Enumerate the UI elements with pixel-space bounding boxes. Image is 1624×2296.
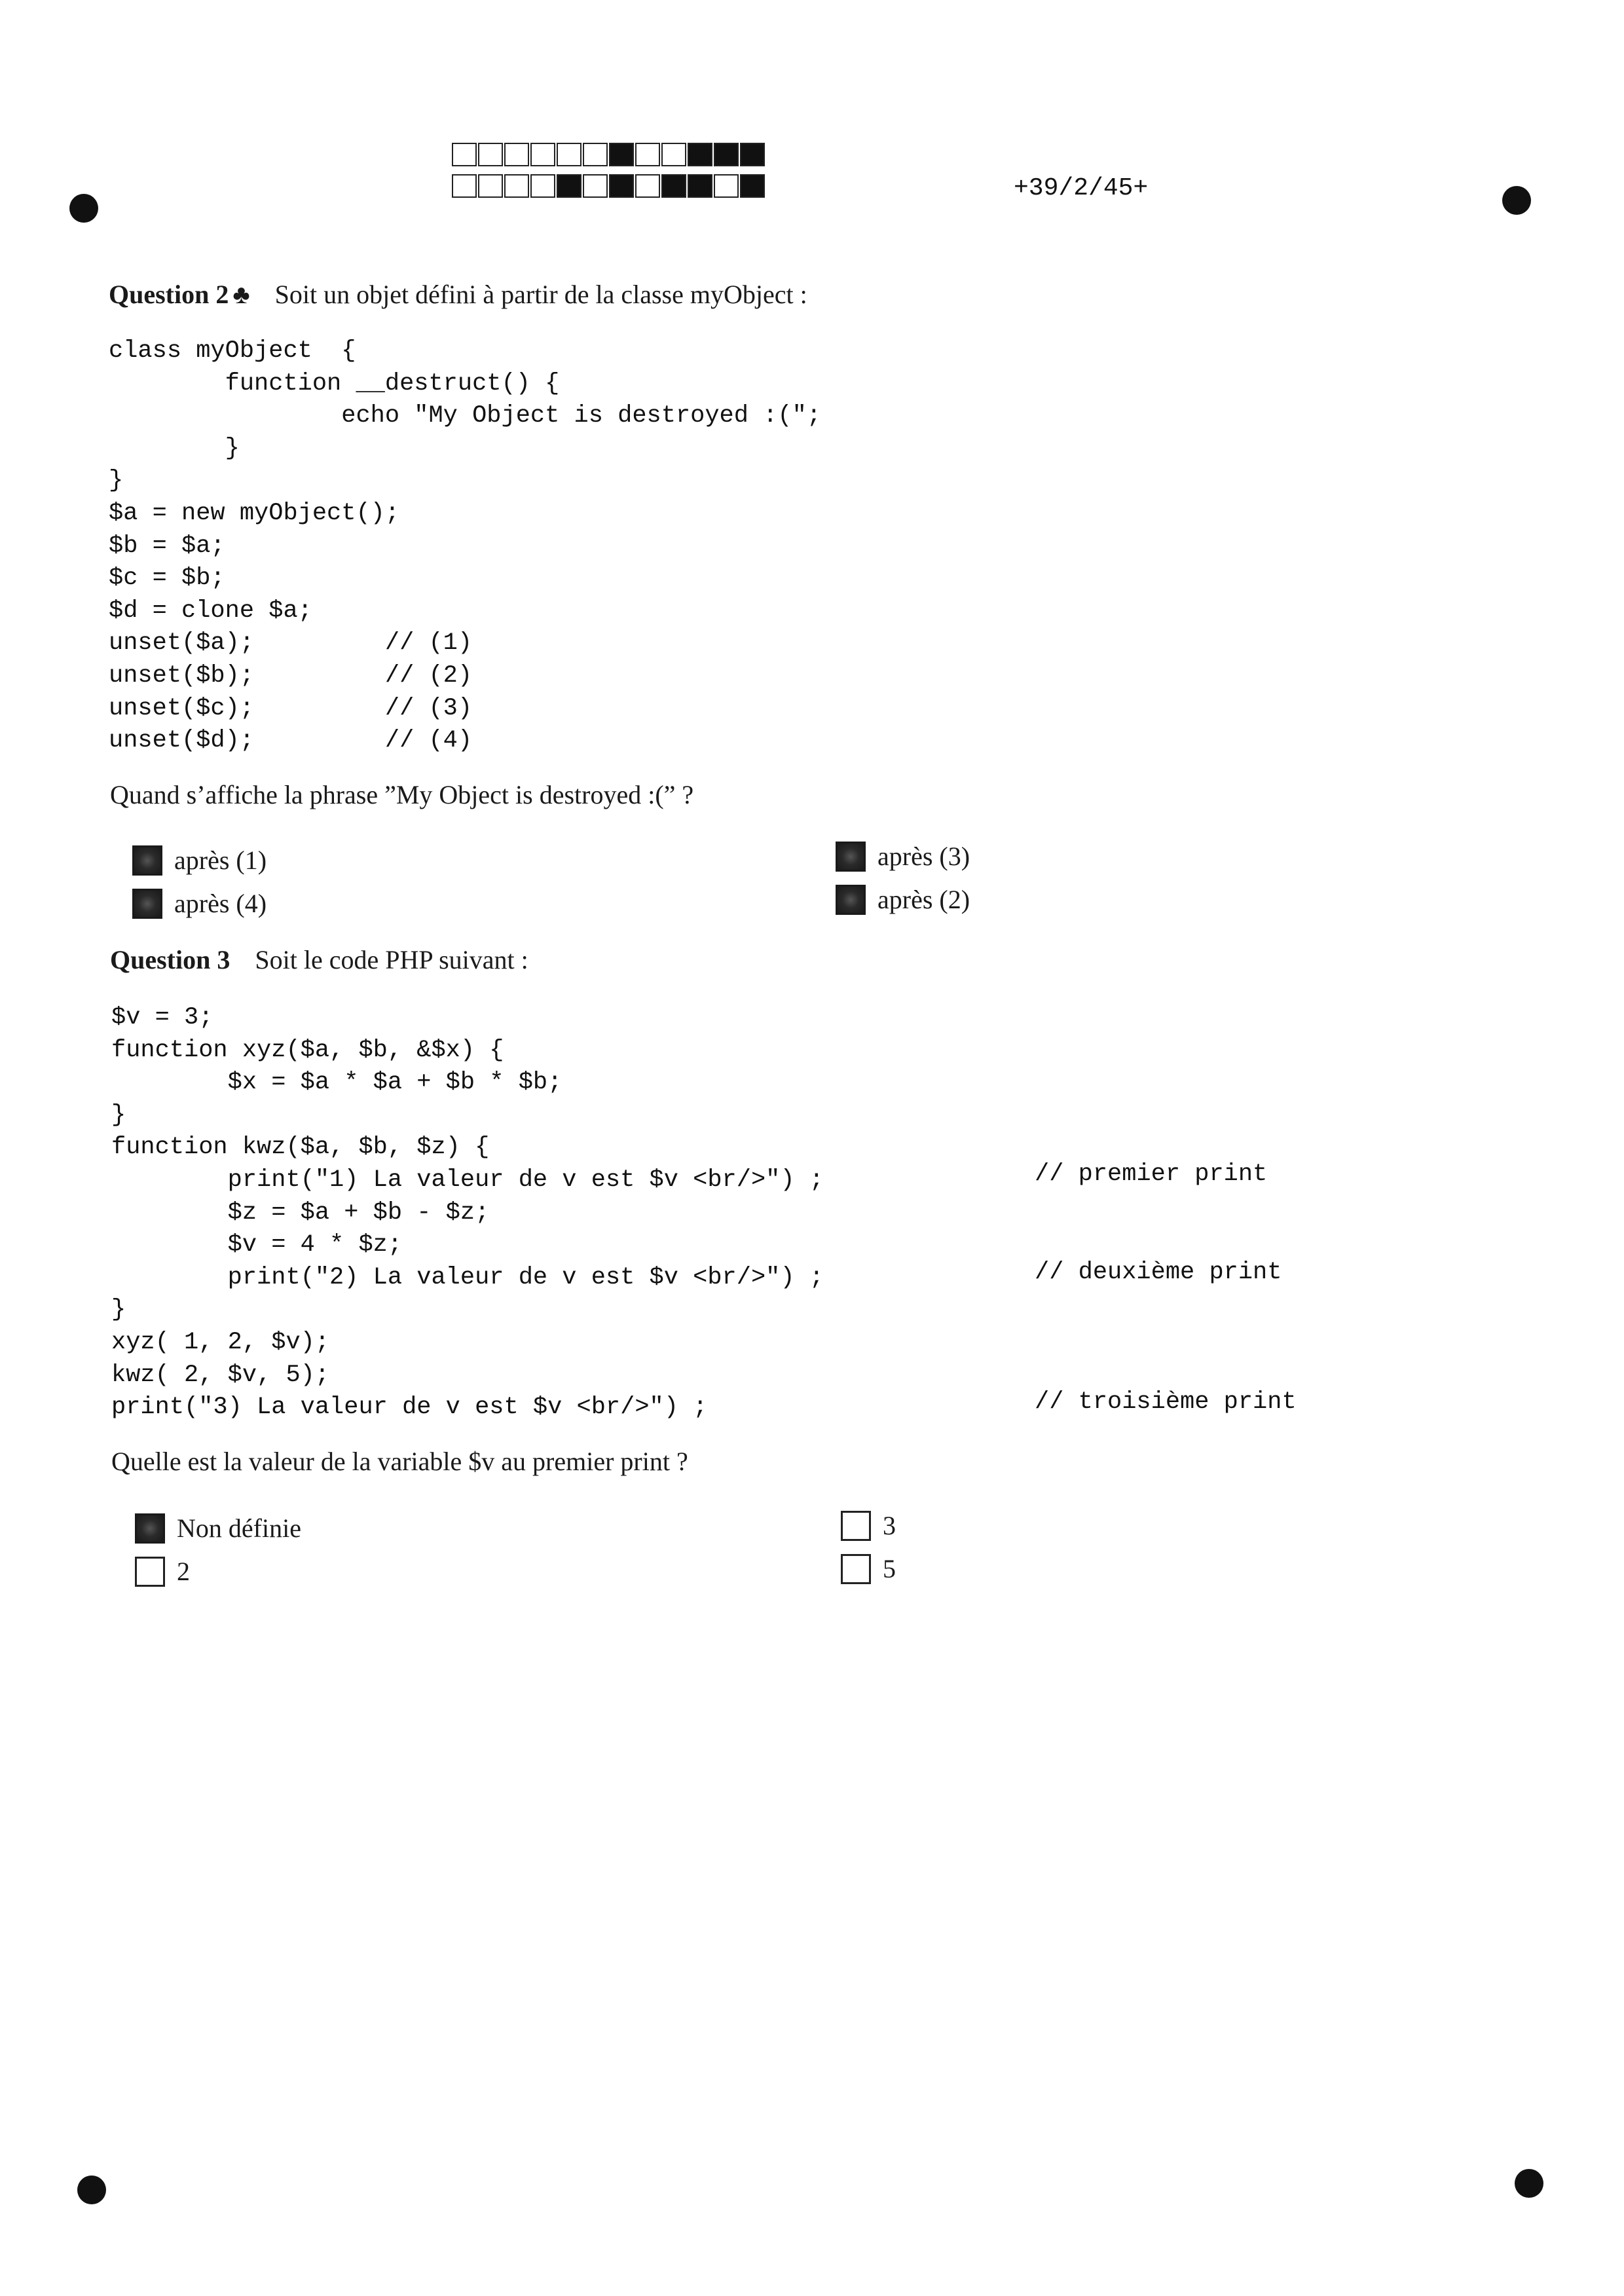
code-cell [530,143,555,166]
choice-label: après (3) [877,842,970,871]
question-3-text: Soit le code PHP suivant : [255,945,528,974]
choice-label: 3 [883,1511,896,1540]
code-cell [714,174,739,198]
q3-choice-1[interactable] [135,1513,301,1544]
q2-choice-2[interactable] [132,888,267,919]
code-cell [557,143,581,166]
checkbox[interactable] [841,1554,871,1584]
code-cell [504,143,529,166]
comment-premier-print: // premier print [1035,1160,1268,1188]
code-cell [478,143,503,166]
code-cell [740,143,765,166]
question-2-text: Soit un objet défini à partir de la classe myObject : [274,280,807,309]
q2-choice-3[interactable] [836,841,970,872]
code-cell [661,143,686,166]
checkbox[interactable] [836,842,866,872]
checkbox[interactable] [135,1557,165,1587]
question-3-prompt: Quelle est la valeur de la variable $v au premier print ? [111,1447,688,1476]
code-cell [583,143,608,166]
code-cell [557,174,581,198]
q2-choice-1[interactable] [132,845,267,876]
code-cell [583,174,608,198]
q2-choice-4[interactable] [836,884,970,915]
question-2-code: class myObject { function __destruct() { echo "My Object is destroyed :("; } } $a = new myObject(); $b = $a; $c = $b; $d = clone $a; unset($a); // (1) unset($b); // (2) unset($c); // (3) unset($d); // (4) [109,337,821,755]
choice-label: Non définie [177,1513,301,1543]
q3-choice-4[interactable] [841,1553,896,1584]
student-code-row-1 [452,143,766,166]
registration-mark-top-left [69,194,98,223]
code-cell [609,174,634,198]
code-cell [478,174,503,198]
choice-label: 2 [177,1557,190,1586]
code-cell [714,143,739,166]
checkbox[interactable] [836,885,866,915]
code-cell [740,174,765,198]
code-cell [452,143,477,166]
question-2-label: Question 2 [109,280,229,309]
question-3-title [110,944,528,975]
checkbox[interactable] [132,889,162,919]
comment-troisieme-print: // troisième print [1035,1388,1297,1416]
code-cell [688,143,712,166]
code-cell [530,174,555,198]
choice-label: 5 [883,1554,896,1583]
question-3-label: Question 3 [110,945,231,974]
club-icon: ♣ [232,280,250,309]
question-2-prompt: Quand s’affiche la phrase ”My Object is destroyed :(” ? [110,780,694,809]
code-cell [609,143,634,166]
code-cell [504,174,529,198]
checkbox[interactable] [132,845,162,876]
choice-label: après (2) [877,885,970,914]
checkbox[interactable] [841,1511,871,1541]
registration-mark-bottom-left [77,2176,106,2204]
code-cell [452,174,477,198]
q3-choice-3[interactable] [841,1510,896,1541]
checkbox[interactable] [135,1513,165,1544]
registration-mark-bottom-right [1515,2169,1543,2198]
choice-label: après (4) [174,889,267,918]
question-2-title [109,279,807,310]
code-cell [635,143,660,166]
choice-label: après (1) [174,845,267,875]
page-id: +39/2/45+ [1014,174,1149,202]
student-code-row-2 [452,174,766,198]
q3-choice-2[interactable] [135,1556,190,1587]
code-cell [661,174,686,198]
code-cell [635,174,660,198]
registration-mark-top-right [1502,186,1531,215]
question-3-code: $v = 3; function xyz($a, $b, &$x) { $x = $a * $a + $b * $b; } function kwz($a, $b, $z) { print("1) La valeur de v est $v <br/>") ; $z = $a + $b - $z; $v = 4 * $z; print("2) La valeur de v est $v <br/>") ; } xyz( 1, 2, $v); kwz( 2, $v, 5); print("3) La valeur de v est $v <br/>") ; [111,1004,824,1422]
comment-deuxieme-print: // deuxième print [1035,1259,1282,1286]
code-cell [688,174,712,198]
